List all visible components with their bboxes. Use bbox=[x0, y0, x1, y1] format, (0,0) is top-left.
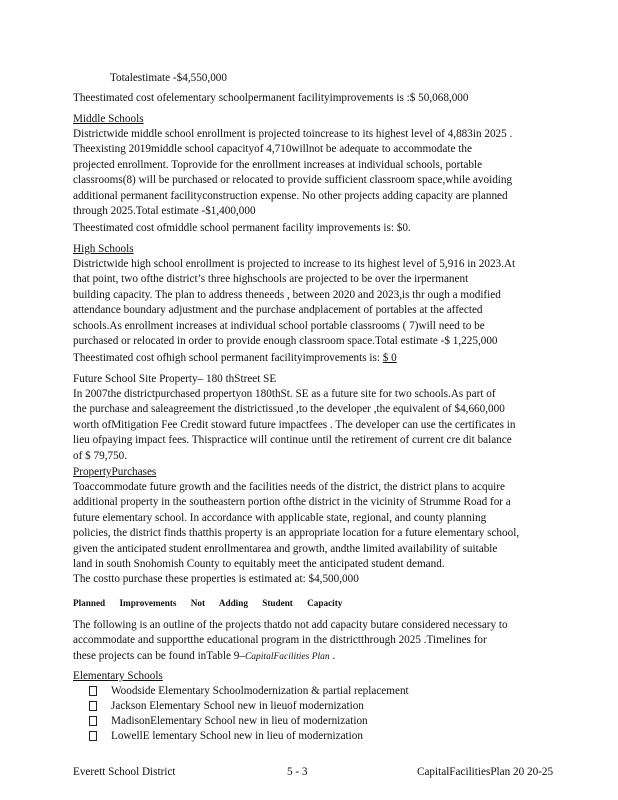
high-schools-paragraph bbox=[73, 257, 563, 349]
paragraph-line: through 2025.Total estimate -$1,400,000 bbox=[73, 205, 256, 218]
list-item-text: LowellE lementary School new in lieu of modernization bbox=[111, 730, 363, 742]
high-schools-cost bbox=[73, 351, 563, 366]
paragraph-line: attendance boundary adjustment and the purchase andplacement of portables at the affected bbox=[73, 304, 483, 317]
elementary-cost-statement: Theestimated cost ofelementary schoolpermanent facilityimprovements is :$ 50,068,000 bbox=[73, 92, 469, 104]
list-item bbox=[89, 684, 409, 699]
table-reference-suffix: . bbox=[329, 649, 336, 662]
list-item bbox=[89, 729, 363, 744]
paragraph-line: of $ 79,750. bbox=[73, 449, 128, 462]
high-schools-cost-value: $ 0 bbox=[382, 352, 397, 364]
planned-improvements-heading: Planned Improvements Not Adding Student Capacity bbox=[73, 598, 343, 608]
future-site-heading: Future School Site Property– 180 thStreet SE bbox=[73, 373, 277, 385]
middle-schools-cost: Theestimated cost ofmiddle school permanent facility improvements is: $0. bbox=[73, 222, 411, 234]
list-item-text: MadisonElementary School new in lieu of modernization bbox=[111, 715, 368, 727]
property-purchases-paragraph bbox=[73, 480, 563, 572]
elementary-total-estimate: Totalestimate -$4,550,000 bbox=[110, 72, 227, 84]
paragraph-line: Toaccommodate future growth and the facilities needs of the district, the district plans to acquire bbox=[73, 481, 505, 493]
middle-schools-paragraph bbox=[73, 127, 563, 219]
paragraph-line: accommodate and supportthe educational program in the districtthrough 2025 .Timelines for bbox=[73, 634, 487, 647]
list-item-text: Jackson Elementary School new in lieuof modernization bbox=[111, 700, 364, 712]
bullet-box-icon bbox=[89, 701, 97, 711]
paragraph-line: additional permanent facilityconstruction expense. No other projects adding capacity are planned bbox=[73, 189, 508, 202]
paragraph-line: policies, the district finds thatthis property is an appropriate location for a future elementary school, bbox=[73, 527, 520, 540]
list-item bbox=[89, 699, 364, 714]
bullet-box-icon bbox=[89, 731, 97, 741]
paragraph-line: worth ofMitigation Fee Credit stoward future impactfees . The developer can use the certificates in bbox=[73, 418, 516, 431]
paragraph-line: Districtwide middle school enrollment is projected toincrease to its highest level of 4,883in 2025 . bbox=[73, 128, 513, 140]
paragraph-line: given the anticipated student enrollmentarea and growth, andthe limited availability of suitable bbox=[73, 542, 498, 555]
paragraph-line: the purchase and saleagreement the districtissued ,to the developer ,the equivalent of $4,660,000 bbox=[73, 403, 505, 416]
table-reference-title: CapitalFacilities Plan bbox=[244, 651, 330, 662]
list-item-text: Woodside Elementary Schoolmodernization & partial replacement bbox=[111, 685, 409, 697]
paragraph-line: schools.As enrollment increases at individual school portable classrooms ( 7)will need to be bbox=[73, 319, 485, 332]
paragraph-line: The following is an outline of the projects thatdo not add capacity butare considered necessary to bbox=[73, 619, 508, 631]
paragraph-line: Theexisting 2019middle school capacityof 4,710willnot be adequate to accommodate the bbox=[73, 143, 472, 156]
future-site-paragraph bbox=[73, 387, 563, 464]
paragraph-line: that point, two ofthe district’s three highschools are projected to be over the irpermanent bbox=[73, 273, 469, 286]
paragraph-line: classrooms(8) will be purchased or relocated to provide sufficient classroom space,while avoiding bbox=[73, 174, 513, 187]
planned-improvements-paragraph bbox=[73, 618, 563, 665]
high-schools-heading: High Schools bbox=[73, 243, 134, 255]
bullet-box-icon bbox=[89, 686, 97, 696]
footer-document-title: CapitalFacilitiesPlan 20 20-25 bbox=[417, 766, 554, 778]
list-item bbox=[89, 714, 368, 729]
paragraph-line: Districtwide high school enrollment is projected to increase to its highest level of 5,916 in 2023.At bbox=[73, 258, 516, 270]
paragraph-line: projected enrollment. Toprovide for the enrollment increases at individual schools, portable bbox=[73, 158, 483, 171]
footer-district-name: Everett School District bbox=[73, 766, 176, 778]
paragraph-line bbox=[73, 649, 563, 665]
middle-schools-heading: Middle Schools bbox=[73, 113, 144, 125]
paragraph-line: lieu ofpaying impact fees. Thispractice will continue until the retirement of current cre dit balance bbox=[73, 434, 512, 447]
paragraph-line: land in south Snohomish County to equitably meet the anticipated student demand. bbox=[73, 558, 445, 571]
paragraph-line: additional property in the southeastern portion ofthe district in the vicinity of Strumme Road for a bbox=[73, 496, 511, 509]
table-reference-prefix: these projects can be found inTable 9– bbox=[73, 649, 245, 662]
paragraph-line: future elementary school. In accordance with applicable state, regional, and county planning bbox=[73, 511, 487, 524]
paragraph-line: building capacity. The plan to address theneeds , between 2020 and 2023,is thr ough a modified bbox=[73, 288, 501, 301]
paragraph-line: purchased or relocated in order to provide enough classroom space.Total estimate -$ 1,225,000 bbox=[73, 335, 498, 348]
property-purchases-cost: The costto purchase these properties is estimated at: $4,500,000 bbox=[73, 573, 359, 585]
property-purchases-heading: PropertyPurchases bbox=[73, 466, 157, 478]
paragraph-line: In 2007the districtpurchased propertyon 180thSt. SE as a future site for two schools.As part of bbox=[73, 388, 496, 400]
bullet-box-icon bbox=[89, 716, 97, 726]
footer-page-number: 5 - 3 bbox=[287, 766, 308, 778]
high-schools-cost-label: Theestimated cost ofhigh school permanent facilityimprovements is: bbox=[73, 352, 383, 364]
elementary-schools-heading: Elementary Schools bbox=[73, 670, 163, 682]
